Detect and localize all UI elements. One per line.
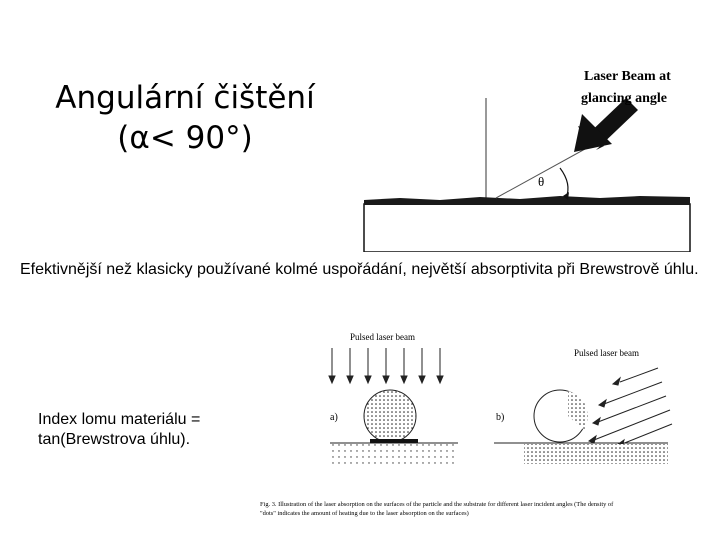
substrate-heating-a	[332, 444, 458, 464]
pulsed-label-b: Pulsed laser beam	[574, 348, 639, 358]
title-line-1: Angulární čištění	[55, 80, 315, 116]
contaminant-layer	[364, 196, 690, 205]
substrate-block	[364, 204, 690, 252]
pulsed-laser-figure	[258, 286, 708, 526]
angled-beam-arrows	[589, 368, 672, 447]
figure-caption-line-2: "dots" indicates the amount of heating due to the laser absorption on the surfaces)	[260, 510, 469, 517]
pulsed-label-a: Pulsed laser beam	[350, 332, 415, 342]
laser-beam-label-line-1: Laser Beam at	[584, 69, 671, 84]
substrate-heating-b	[524, 444, 668, 464]
contact-layer-a	[370, 439, 418, 443]
index-note-line-2: tan(Brewstrova úhlu).	[38, 431, 191, 448]
glancing-angle-figure	[360, 40, 700, 252]
title-line-2: (α< 90°)	[117, 120, 253, 156]
index-note	[38, 410, 258, 450]
figure-caption-line-1: Fig. 3. Illustration of the laser absorption on the surfaces of the particle and the substrate for different laser incident angles (The density of	[260, 501, 614, 508]
description-text: Efektivnější než klasicky používané kolmé uspořádání, největší absorptivita při Brewstrově úhlu.	[20, 261, 699, 278]
slide-title	[40, 78, 330, 158]
laser-beam-label-line-2: glancing angle	[581, 91, 667, 106]
panel-b-label: b)	[496, 412, 505, 423]
vertical-beam-arrows	[329, 348, 443, 383]
particle-a	[364, 390, 416, 442]
angle-symbol: θ	[538, 174, 545, 189]
panel-a-label: a)	[330, 412, 338, 423]
index-note-line-1: Index lomu materiálu =	[38, 411, 201, 428]
